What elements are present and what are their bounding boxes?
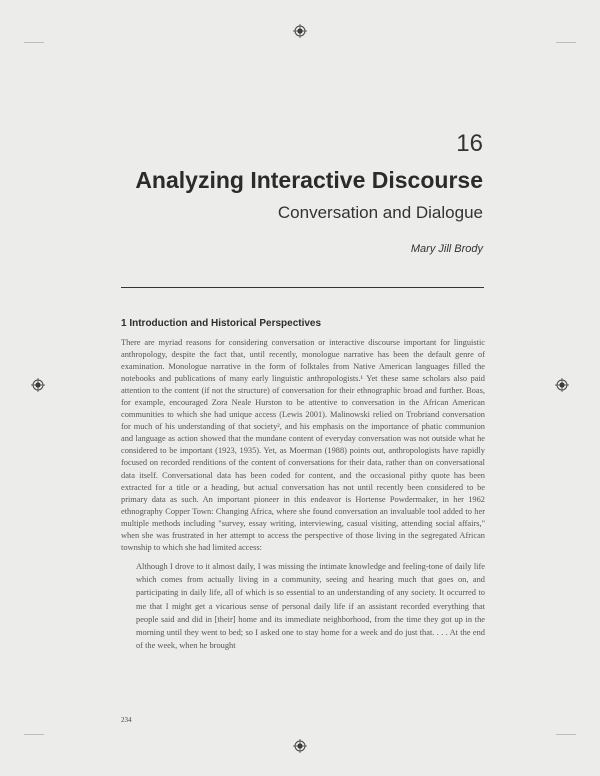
author-name: Mary Jill Brody bbox=[410, 243, 483, 255]
registration-mark-icon bbox=[31, 378, 45, 392]
chapter-title: Analyzing Interactive Discourse bbox=[135, 167, 483, 193]
crop-mark bbox=[556, 42, 576, 43]
chapter-subtitle: Conversation and Dialogue bbox=[277, 203, 483, 222]
crop-mark bbox=[24, 734, 44, 735]
section-heading: 1 Introduction and Historical Perspectives bbox=[121, 318, 322, 329]
registration-mark-icon bbox=[293, 739, 307, 753]
crop-mark bbox=[556, 734, 576, 735]
registration-mark-icon bbox=[555, 378, 569, 392]
registration-mark-icon bbox=[293, 24, 307, 38]
divider bbox=[121, 287, 484, 288]
chapter-number: 16 bbox=[456, 130, 483, 157]
page-number: 234 bbox=[121, 716, 132, 724]
crop-mark bbox=[24, 42, 44, 43]
body-paragraph: There are myriad reasons for considering conversation or interactive discourse important for linguistic anthropology, despite the fact that, until recently, monologue narrative has been the default genre of examination. Monologue narrative in the form of folktales from Native American languages filled the notebooks and publications of many early linguistic anthropologists.¹ Yet these same scholars also paid attention to the content (if not the structure) of conversation for their ethnographic broad and further. Boas, for example, encouraged Zora Neale Hurston to be attentive to conversation in the African American communities to which she had unique access (Lewis 2001). Malinowski relied on Trobriand conversation for much of his understanding of that society², and his emphasis on the importance of phatic communion and language as action showed that the mundane content of everyday conversation was not outside what he considered to be important (1923, 1935). Yet, as Moerman (1988) points out, anthropologists have rapidly focused on recorded renditions of the content of conversations for their data, rather than on conversational data itself. Conversational data has been coded for content, and the occasional pithy quote has been extracted for a title or a heading, but actual conversation has not until recently been considered to be primary data as such. An important pioneer in this endeavor is Hortense Powdermaker, in her 1962 ethnography Copper Town: Changing Africa, where she found conversation an invaluable tool added to her multiple methods including "survey, essay writing, interviewing, casual visiting, attending social affairs," when she was frustrated in her attempt to access the perspective of those living in the segregated African township to which she had limited access: bbox=[121, 338, 485, 552]
block-quote: Although I drove to it almost daily, I was missing the intimate knowledge and feeling-tone of daily life which comes from actually living in a community, seeing and hearing much that goes on, and participating in daily life, all of which is so essential to an understanding of any society. It occurred to me that I might get a vicarious sense of personal daily life if an assistant recorded everything that people said and did in [their] home and its immediate neighborhood, from the time they got up in the morning until they went to bed; so I asked one to stay home for a week and do just that. . . . At the end of the week, when he brought bbox=[136, 562, 485, 651]
